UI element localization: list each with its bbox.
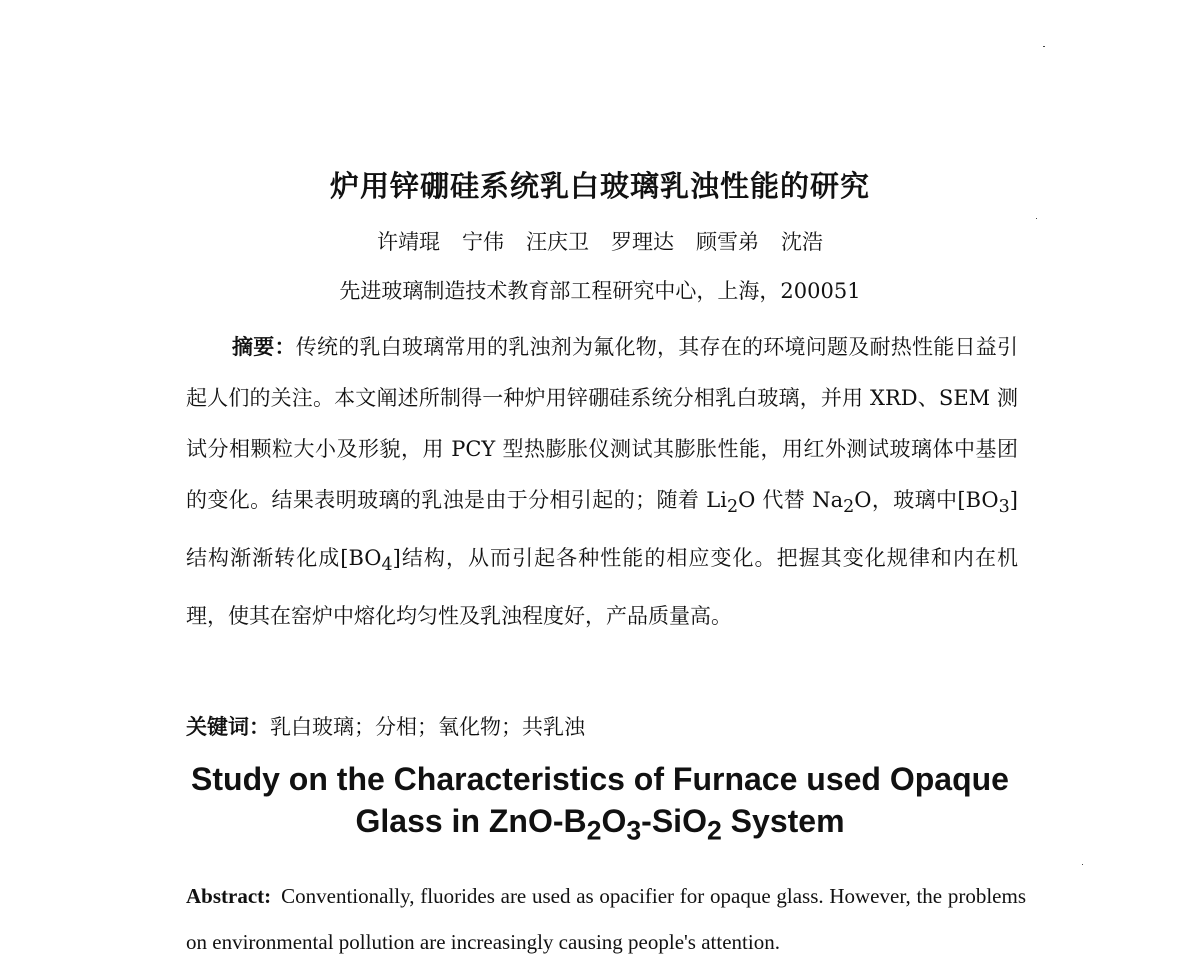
subscript: 2: [706, 815, 722, 846]
abstract-text: 传统的乳白玻璃常用的乳浊剂为氟化物，其存在的环境问题及耐热性能日益引起人们的关注。本文阐述所制得一种炉用锌硼硅系统分相乳白玻璃，并用 XRD、SEM 测试分相颗粒大小及形貌，用 PCY 型热膨胀仪测试其膨胀性能，用红外测试玻璃体中基团的变化。结果表明玻璃的乳浊是由于分相引起的；随着: [186, 335, 1018, 512]
subscript: 4: [381, 555, 393, 576]
keywords-text: 乳白玻璃；分相；氧化物；共乳浊: [270, 715, 585, 739]
english-abstract-text: Conventionally, fluorides are used as opacifier for opaque glass. However, the problems on environmental pollution are increasingly causing people's attention.: [186, 884, 1026, 954]
scan-speck: [1082, 864, 1083, 865]
formula-text: O: [738, 488, 756, 512]
english-title-line2: O: [601, 803, 627, 839]
english-title-line2: -SiO: [641, 803, 707, 839]
keywords-label: 关键词: [186, 715, 249, 739]
formula-text: Li: [706, 488, 727, 512]
english-title-line2: System: [721, 803, 845, 839]
subscript: 2: [726, 497, 739, 518]
english-title-line1: Study on the Characteristics of Furnace used Opaque: [191, 761, 1009, 797]
scan-speck: [1036, 218, 1037, 219]
scan-speck: [1043, 46, 1045, 47]
abstract-label: 摘要: [232, 335, 275, 359]
subscript: 2: [843, 497, 855, 518]
author-name: 罗理达: [611, 230, 674, 254]
english-abstract: [186, 873, 1026, 965]
affiliation: 先进玻璃制造技术教育部工程研究中心，上海，200051: [339, 279, 861, 303]
subscript: 3: [626, 815, 642, 846]
author-list: [0, 227, 1200, 257]
keywords-label-separator: ：: [249, 715, 270, 739]
author-name: 宁伟: [462, 230, 504, 254]
chinese-title: 炉用锌硼硅系统乳白玻璃乳浊性能的研究: [329, 169, 870, 203]
english-title-line2: Glass in ZnO-B: [355, 803, 587, 839]
abstract-text: ]结构渐渐转化成[BO: [186, 488, 1018, 571]
subscript: 3: [998, 497, 1010, 518]
author-name: 沈浩: [781, 230, 823, 254]
english-abstract-label: Abstract:: [186, 884, 272, 908]
author-name: 许靖琨: [377, 230, 440, 254]
abstract-text: ，玻璃中[BO: [871, 488, 999, 512]
formula-text: O: [854, 488, 872, 512]
abstract-label-separator: ：: [274, 335, 296, 359]
english-title: [0, 758, 1200, 851]
abstract-text: ]结构，从而引起各种性能的相应变化。把握其变化规律和内在机理，使其在窑炉中熔化均匀性及乳浊程度好，产品质量高。: [186, 546, 1018, 629]
chinese-keywords: [186, 712, 585, 742]
subscript: 2: [586, 815, 602, 846]
author-name: 汪庆卫: [526, 230, 589, 254]
chinese-abstract: [186, 322, 1018, 642]
author-name: 顾雪弟: [696, 230, 759, 254]
formula-text: Na: [812, 488, 844, 512]
abstract-text: 代替: [755, 488, 813, 512]
